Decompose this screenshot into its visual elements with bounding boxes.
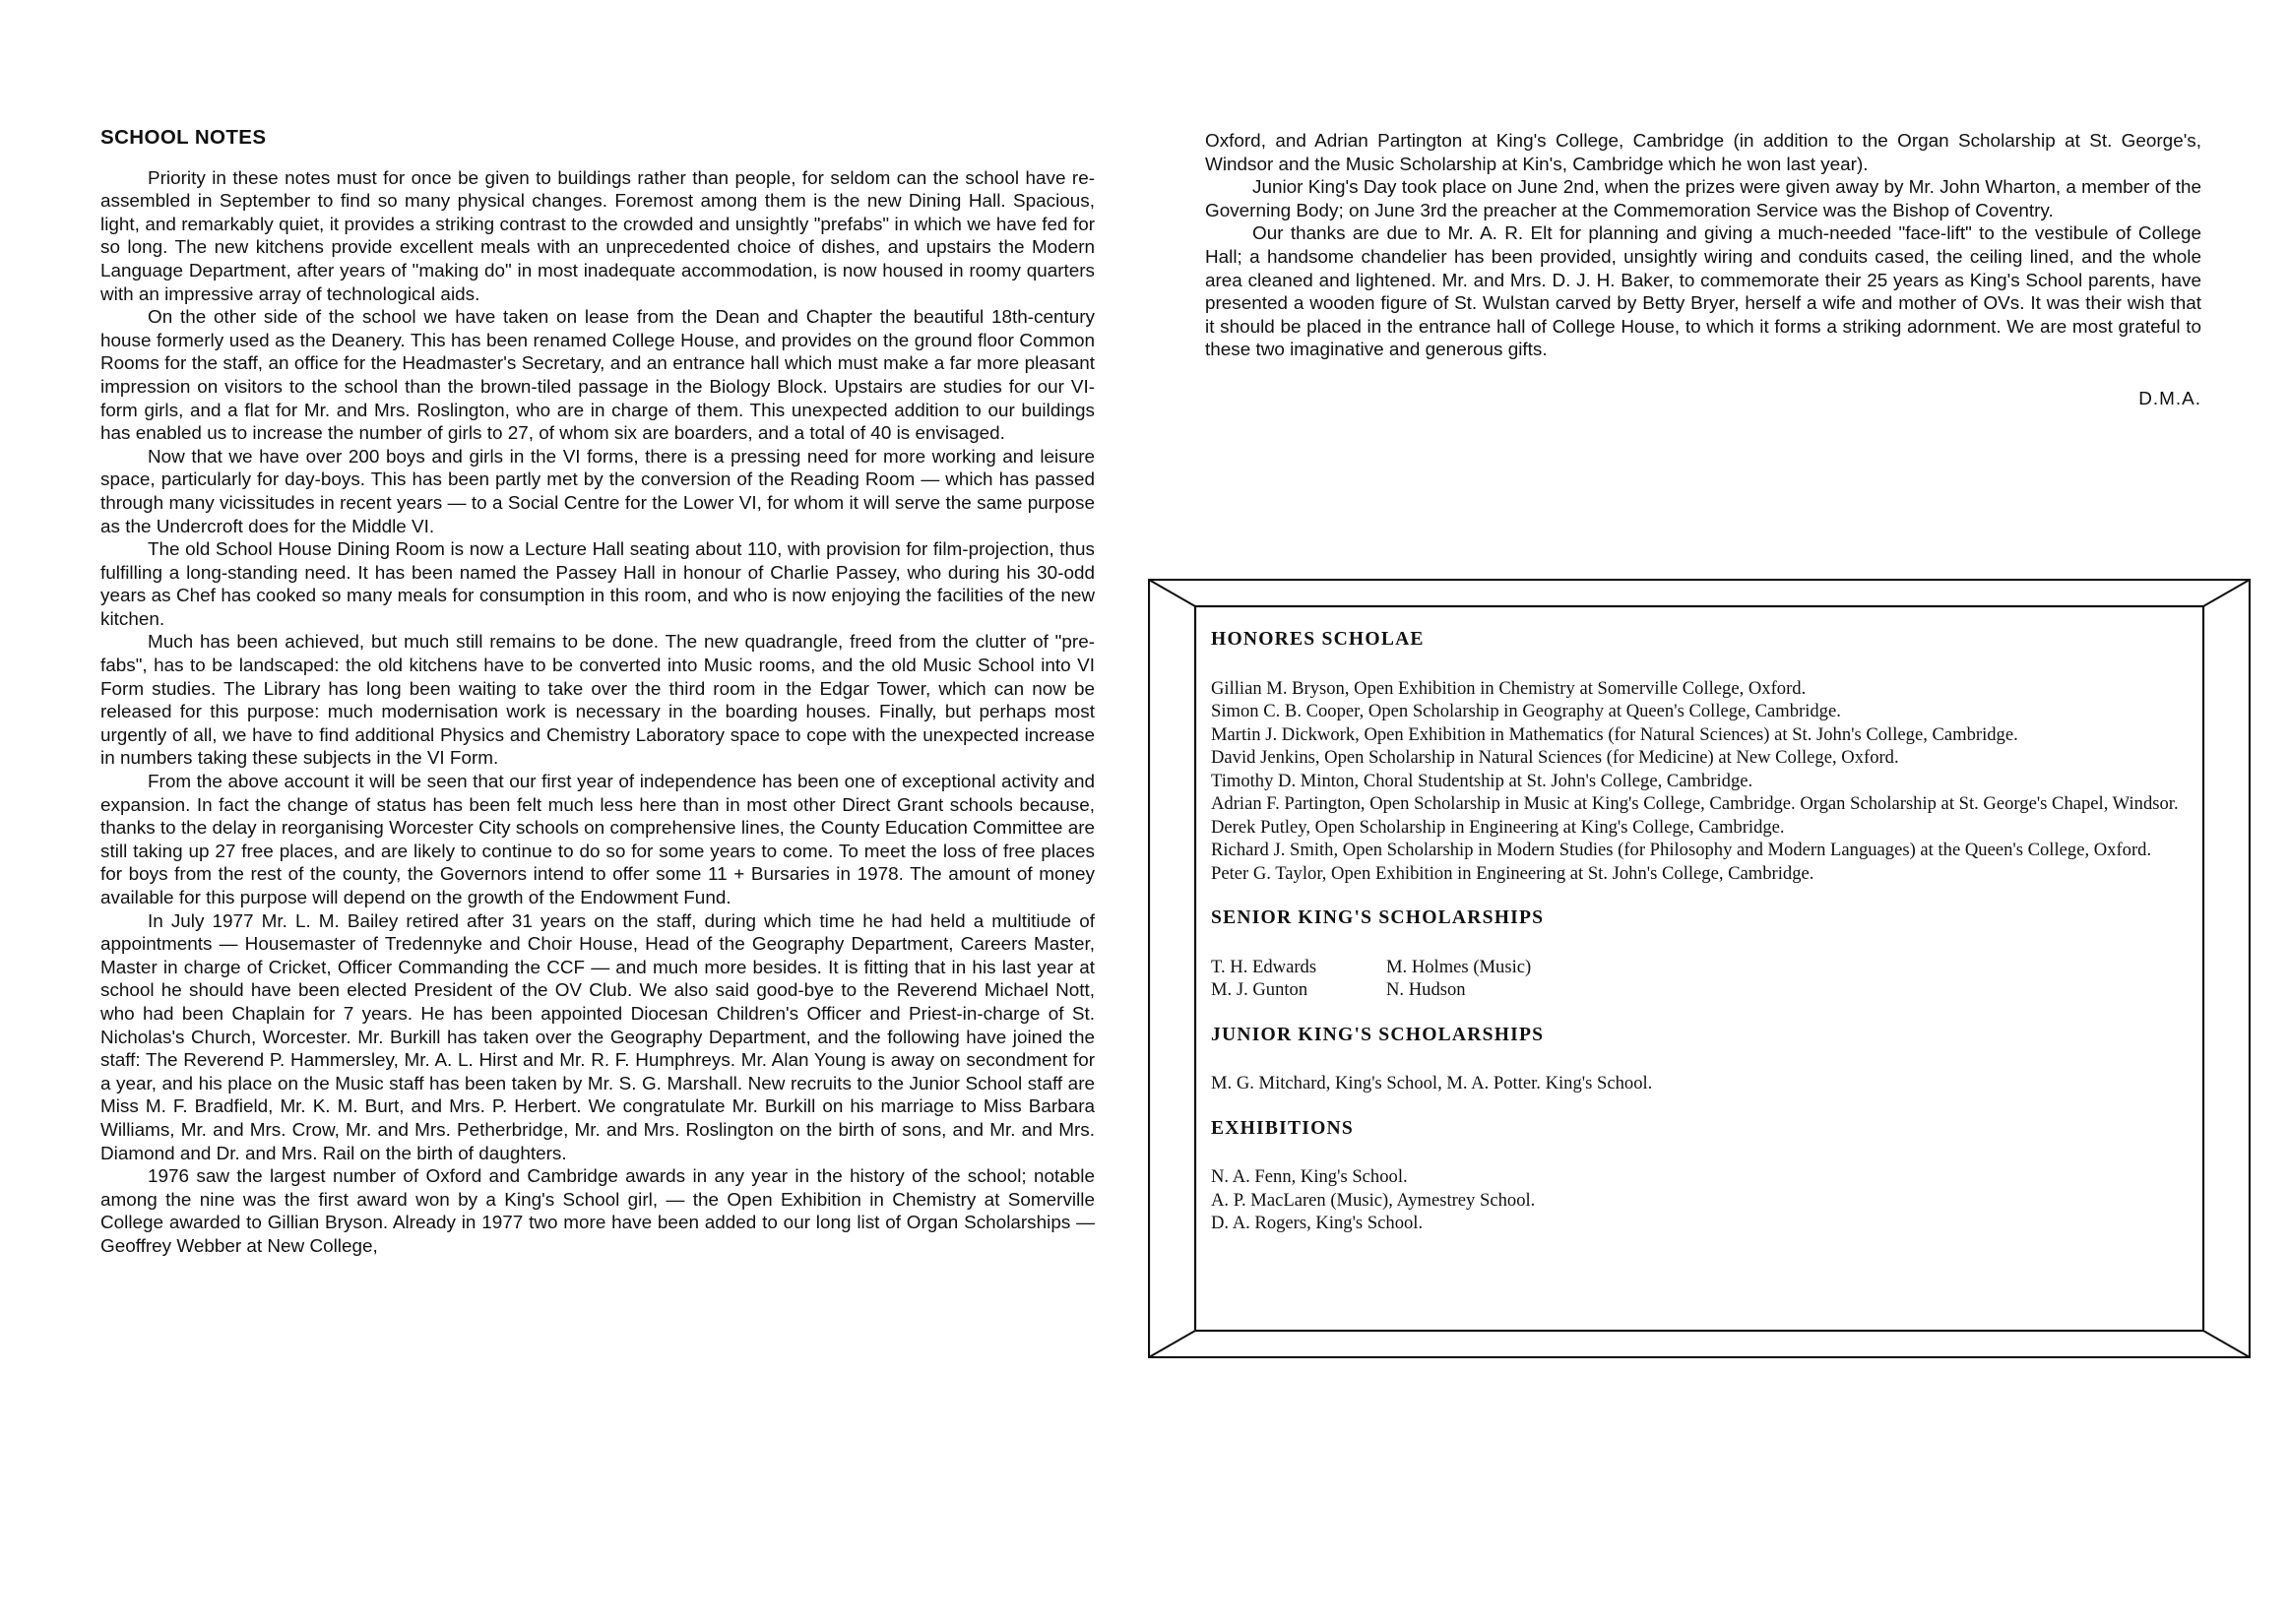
senior-scholarships-section <box>1211 906 2205 1002</box>
continued-paragraph: Oxford, and Adrian Partington at King's College, Cambridge (in addition to the Organ Scholarship at St. George's, Windsor and the Music Scholarship at Kin's, Cambridge which he won last year). <box>1205 131 2201 175</box>
author-initials: D.M.A. <box>2138 388 2201 409</box>
school-notes-column <box>100 126 1095 1259</box>
honours-entry: Martin J. Dickwork, Open Exhibition in Mathematics (for Natural Sciences) at St. John's College, Cambridge. <box>1211 723 2018 745</box>
senior-scholarships-heading: SENIOR KING'S SCHOLARSHIPS <box>1211 907 1545 928</box>
junior-scholarships-section <box>1211 1024 2205 1095</box>
notes-paragraph: Priority in these notes must for once be given to buildings rather than people, for seldom can the school have re-assembled in September to find so many physical changes. Foremost among them is the new Dining Hall. Spacious, light, and remarkably quiet, it provides a striking contrast to the crowded and unsightly "prefabs" in which we have fed for so long. The new kitchens provide excellent meals with an unprecedented choice of dishes, and upstairs the Modern Language Department, after years of "making do" in most inadequate accommodation, is now housed in roomy quarters with an impressive array of technological aids. <box>100 167 1095 305</box>
notes-paragraph: The old School House Dining Room is now a Lecture Hall seating about 110, with provision for film-projection, thus fulfilling a long-standing need. It has been named the Passey Hall in honour of Charlie Passey, who during his 30-odd years as Chef has cooked so many meals for consumption in this room, and who is now enjoying the facilities of the new kitchen. <box>100 539 1095 630</box>
exhibition-entry: A. P. MacLaren (Music), Aymestrey School. <box>1211 1189 1536 1211</box>
notes-paragraph: On the other side of the school we have taken on lease from the Dean and Chapter the beautiful 18th-century house formerly used as the Deanery. This has been renamed College House, and provides on the ground floor Common Rooms for the staff, an office for the Headmaster's Secretary, and an entrance hall which must make a far more pleasant impression on visitors to the school than the brown-tiled passage in the Biology Block. Upstairs are studies for our VI-form girls, and a flat for Mr. and Mrs. Roslington, who are in charge of them. This unexpected addition to our buildings has enabled us to increase the number of girls to 27, of whom six are boarders, and a total of 40 is envisaged. <box>100 307 1095 445</box>
continued-paragraph: Our thanks are due to Mr. A. R. Elt for planning and giving a much-needed "face-lift" to the vestibule of College Hall; a handsome chandelier has been provided, unsightly wiring and conduits cased, the ceiling lined, and the whole area cleaned and lightened. Mr. and Mrs. D. J. H. Baker, to commemorate their 25 years as King's School parents, have presented a wooden figure of St. Wulstan carved by Betty Bryer, herself a wife and mother of OVs. It was their wish that it should be placed in the entrance hall of College House, to which it forms a striking adornment. We are most grateful to these two imaginative and generous gifts. <box>1205 223 2201 361</box>
scholar-row <box>1211 978 2205 1002</box>
honours-entry: Simon C. B. Cooper, Open Scholarship in Geography at Queen's College, Cambridge. <box>1211 701 1841 721</box>
honores-heading: HONORES SCHOLAE <box>1211 629 1425 650</box>
honours-entry: Adrian F. Partington, Open Scholarship in Music at King's College, Cambridge. Organ Scholarship at St. George's Chapel, Windsor. <box>1211 793 2179 814</box>
scholar-name: M. Holmes (Music) <box>1386 956 1532 977</box>
honours-entry: David Jenkins, Open Scholarship in Natural Sciences (for Medicine) at New College, Oxford. <box>1211 747 1899 768</box>
exhibition-entry: D. A. Rogers, King's School. <box>1211 1213 1424 1233</box>
school-notes-heading: SCHOOL NOTES <box>100 126 267 149</box>
notes-paragraph: 1976 saw the largest number of Oxford and Cambridge awards in any year in the history of the school; notable among the nine was the first award won by a King's School girl, — the Open Exhibition in Chemistry at Somerville College awarded to Gillian Bryson. Already in 1977 two more have been added to our long list of Organ Scholarships — Geoffrey Webber at New College, <box>100 1166 1095 1257</box>
junior-scholarships-heading: JUNIOR KING'S SCHOLARSHIPS <box>1211 1024 1545 1045</box>
notes-paragraph: In July 1977 Mr. L. M. Bailey retired after 31 years on the staff, during which time he had held a multitiude of appointments — Housemaster of Tredennyke and Choir House, Head of the Geography Department, Careers Master, Master in charge of Cricket, Officer Commanding the CCF — and much more besides. It is fitting that in his last year at school he should have been elected President of the OV Club. We also said good-bye to the Reverend Michael Nott, who had been Chaplain for 7 years. He has been appointed Diocesan Children's Officer and Priest-in-charge of St. Nicholas's Church, Worcester. Mr. Burkill has taken over the Geography Department, and the following have joined the staff: The Reverend P. Hammersley, Mr. A. L. Hirst and Mr. R. F. Humphreys. Mr. Alan Young is away on secondment for a year, and his place on the Music staff has been taken by Mr. S. G. Marshall. New recruits to the Junior School staff are Miss M. F. Bradfield, Mr. K. M. Burt, and Mrs. P. Herbert. We congratulate Mr. Burkill on his marriage to Miss Barbara Williams, Mr. and Mrs. Crow, Mr. and Mrs. Petherbridge, Mr. and Mrs. Roslington on the birth of sons, and Mr. and Mrs. Diamond and Dr. and Mrs. Rail on the birth of daughters. <box>100 910 1095 1164</box>
honours-list <box>1211 628 2205 1257</box>
notes-paragraph: Now that we have over 200 boys and girls in the VI forms, there is a pressing need for more working and leisure space, particularly for day-boys. This has been partly met by the conversion of the Reading Room — which has passed through many vicissitudes in recent years — to a Social Centre for the Lower VI, for whom it will serve the same purpose as the Undercroft does for the Middle VI. <box>100 446 1095 537</box>
notes-continuation-column <box>1205 130 2201 411</box>
exhibition-entry: N. A. Fenn, King's School. <box>1211 1166 1408 1187</box>
honours-entry: Peter G. Taylor, Open Exhibition in Engineering at St. John's College, Cambridge. <box>1211 862 1814 884</box>
scholar-name: N. Hudson <box>1386 979 1466 1000</box>
scholar-name: M. J. Gunton <box>1211 979 1308 1000</box>
notes-paragraph: From the above account it will be seen that our first year of independence has been one of exceptional activity and expansion. In fact the change of status has been felt much less here than in most other Direct Grant schools because, thanks to the delay in reorganising Worcester City schools on comprehensive lines, the County Education Committee are still taking up 27 free places, and are likely to continue to do so for some years to come. To meet the loss of free places for boys from the rest of the county, the Governors intend to offer some 11 + Bursaries in 1978. The amount of money available for this purpose will depend on the growth of the Endowment Fund. <box>100 772 1095 908</box>
notes-paragraph: Much has been achieved, but much still remains to be done. The new quadrangle, freed from the clutter of "pre-fabs", has to be landscaped: the old kitchens have to be converted into Music rooms, and the old Music School into VI Form studies. The Library has long been waiting to take over the third room in the Edgar Tower, which can now be released for this purpose: much modernisation work is necessary in the boarding houses. Finally, but perhaps most urgently of all, we have to find additional Physics and Chemistry Laboratory space to cope with the unexpected increase in numbers taking these subjects in the VI Form. <box>100 632 1095 770</box>
honours-entry: Derek Putley, Open Scholarship in Engineering at King's College, Cambridge. <box>1211 816 1785 838</box>
exhibitions-section <box>1211 1117 2205 1235</box>
honores-section <box>1211 628 2205 885</box>
scholar-name: T. H. Edwards <box>1211 956 1317 977</box>
honours-entry: Timothy D. Minton, Choral Studentship at St. John's College, Cambridge. <box>1211 770 1753 791</box>
junior-scholars: M. G. Mitchard, King's School, M. A. Potter. King's School. <box>1211 1073 1653 1093</box>
continued-paragraph: Junior King's Day took place on June 2nd, when the prizes were given away by Mr. John Wharton, a member of the Governing Body; on June 3rd the preacher at the Commemoration Service was the Bishop of Coventry. <box>1205 177 2201 221</box>
exhibitions-heading: EXHIBITIONS <box>1211 1117 1354 1139</box>
scholar-row <box>1211 956 2205 979</box>
honours-entry: Gillian M. Bryson, Open Exhibition in Chemistry at Somerville College, Oxford. <box>1211 677 1807 699</box>
honours-entry: Richard J. Smith, Open Scholarship in Modern Studies (for Philosophy and Modern Languages) at the Queen's College, Oxford. <box>1211 840 2152 860</box>
